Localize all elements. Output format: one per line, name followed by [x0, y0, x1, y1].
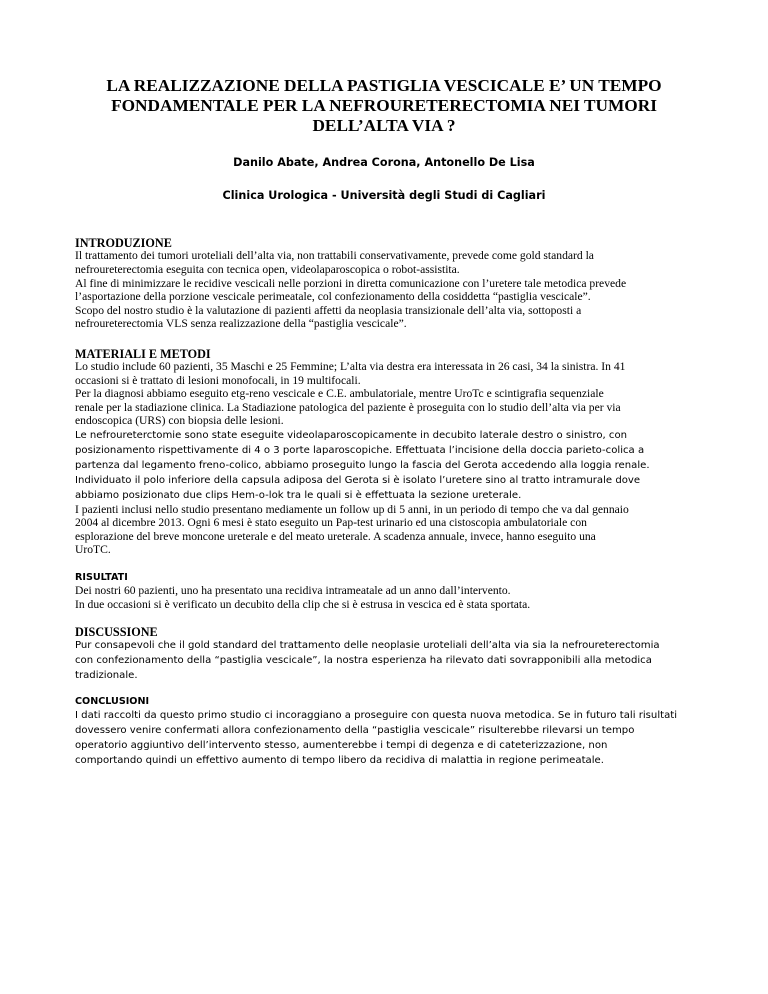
conclusioni-line: comportando quindi un effettivo aumento di tempo libero da recidiva di malattia in regione perimeatale. — [75, 755, 604, 766]
materiali-line: Lo studio include 60 pazienti, 35 Maschi e 25 Femmine; L’alta via destra era interessata in 26 casi, 34 la sinistra. In 41 — [75, 360, 626, 373]
introduzione-line: l’asportazione della porzione vescicale perimeatale, col confezionamento della cosiddetta “pastiglia vescicale”. — [75, 290, 591, 303]
conclusioni-line: I dati raccolti da questo primo studio ci incoraggiano a proseguire con questa nuova metodica. Se in futuro tali risultati — [75, 710, 678, 721]
risultati-line: In due occasioni si è verificato un decubito della clip che si è estrusa in vescica ed è stata sportata. — [75, 598, 531, 611]
materiali-line: I pazienti inclusi nello studio presentano mediamente un follow up di 5 anni, in un periodo di tempo che va dal gennaio — [75, 503, 629, 516]
materiali-line: renale per la stadiazione clinica. La Stadiazione patologica del paziente è proseguita con lo studio dell’alta via per via — [75, 401, 621, 414]
risultati-heading: RISULTATI — [75, 572, 128, 583]
conclusioni-heading: CONCLUSIONI — [75, 696, 150, 707]
introduzione-line: Al fine di minimizzare le recidive vescicali nelle porzioni in diretta comunicazione con l’uretere tale metodica prevede — [75, 277, 627, 290]
title-line: LA REALIZZAZIONE DELLA PASTIGLIA VESCICALE E’ UN TEMPO — [106, 76, 662, 95]
discussione-line: tradizionale. — [75, 670, 138, 681]
materiali-line: 2004 al dicembre 2013. Ogni 6 mesi è stato eseguito un Pap-test urinario ed una cistoscopia ambulatoriale con — [75, 516, 587, 529]
discussione-heading: DISCUSSIONE — [75, 625, 158, 639]
authors: Danilo Abate, Andrea Corona, Antonello De Lisa — [233, 156, 535, 169]
discussione-line: con confezionamento della “pastiglia vescicale”, la nostra esperienza ha rilevato dati sovrapponibili alla metodica — [75, 655, 652, 666]
materiali-line: Le nefroureterctomie sono state eseguite videolaparoscopicamente in decubito laterale destro o sinistro, con — [75, 430, 628, 441]
conclusioni-line: dovessero venire confermati allora confezionamento della “pastiglia vescicale” risulterebbe rilevarsi un tempo — [75, 725, 635, 736]
affiliation: Clinica Urologica - Università degli Studi di Cagliari — [222, 189, 546, 202]
materiali-line: posizionamento rispettivamente di 4 o 3 porte laparoscopiche. Effettuata l’incisione della doccia parieto-colica a — [75, 445, 645, 456]
title-line: FONDAMENTALE PER LA NEFROURETERECTOMIA NEI TUMORI — [111, 96, 657, 115]
document-title — [80, 76, 688, 136]
introduzione-line: nefroureterectomia eseguita con tecnica open, videolaparoscopica o robot-assistita. — [75, 263, 460, 276]
title-line: DELL’ALTA VIA ? — [312, 116, 456, 135]
conclusioni-line: operatorio aggiuntivo dell’intervento stesso, aumenterebbe i tempi di degenza e di cateterizzazione, non — [75, 740, 608, 751]
discussione-line: Pur consapevoli che il gold standard del trattamento delle neoplasie uroteliali dell’alta via sia la nefroureterectomia — [75, 640, 660, 651]
materiali-heading: MATERIALI E METODI — [75, 347, 211, 361]
materiali-line: esplorazione del breve moncone ureterale e del meato ureterale. A scadenza annuale, invece, hanno eseguito una — [75, 530, 596, 543]
materiali-line: endoscopica (URS) con biopsia delle lesioni. — [75, 414, 284, 427]
materiali-line: abbiamo posizionato due clips Hem-o-lok tra le quali si è effettuata la sezione ureterale. — [75, 490, 522, 501]
introduzione-line: Il trattamento dei tumori uroteliali dell’alta via, non trattabili conservativamente, prevede come gold standard la — [75, 249, 594, 262]
introduzione-line: nefroureterectomia VLS senza realizzazione della “pastiglia vescicale”. — [75, 317, 407, 330]
materiali-line: Per la diagnosi abbiamo eseguito etg-reno vescicale e C.E. ambulatoriale, mentre UroTc e scintigrafia sequenziale — [75, 387, 604, 400]
introduzione-heading: INTRODUZIONE — [75, 236, 172, 250]
materiali-line: occasioni si è trattato di lesioni monofocali, in 19 multifocali. — [75, 374, 361, 387]
risultati-line: Dei nostri 60 pazienti, uno ha presentato una recidiva intrameatale ad un anno dall’intervento. — [75, 584, 511, 597]
materiali-line: UroTC. — [75, 543, 111, 556]
materiali-line: Individuato il polo inferiore della capsula adiposa del Gerota si è isolato l’uretere sino al tratto intramurale dove — [75, 475, 641, 486]
materiali-line: partenza dal legamento freno-colico, abbiamo proseguito lungo la fascia del Gerota accedendo alla loggia renale. — [75, 460, 650, 471]
introduzione-line: Scopo del nostro studio è la valutazione di pazienti affetti da neoplasia transizionale dell’alta via, sottoposti a — [75, 304, 582, 317]
